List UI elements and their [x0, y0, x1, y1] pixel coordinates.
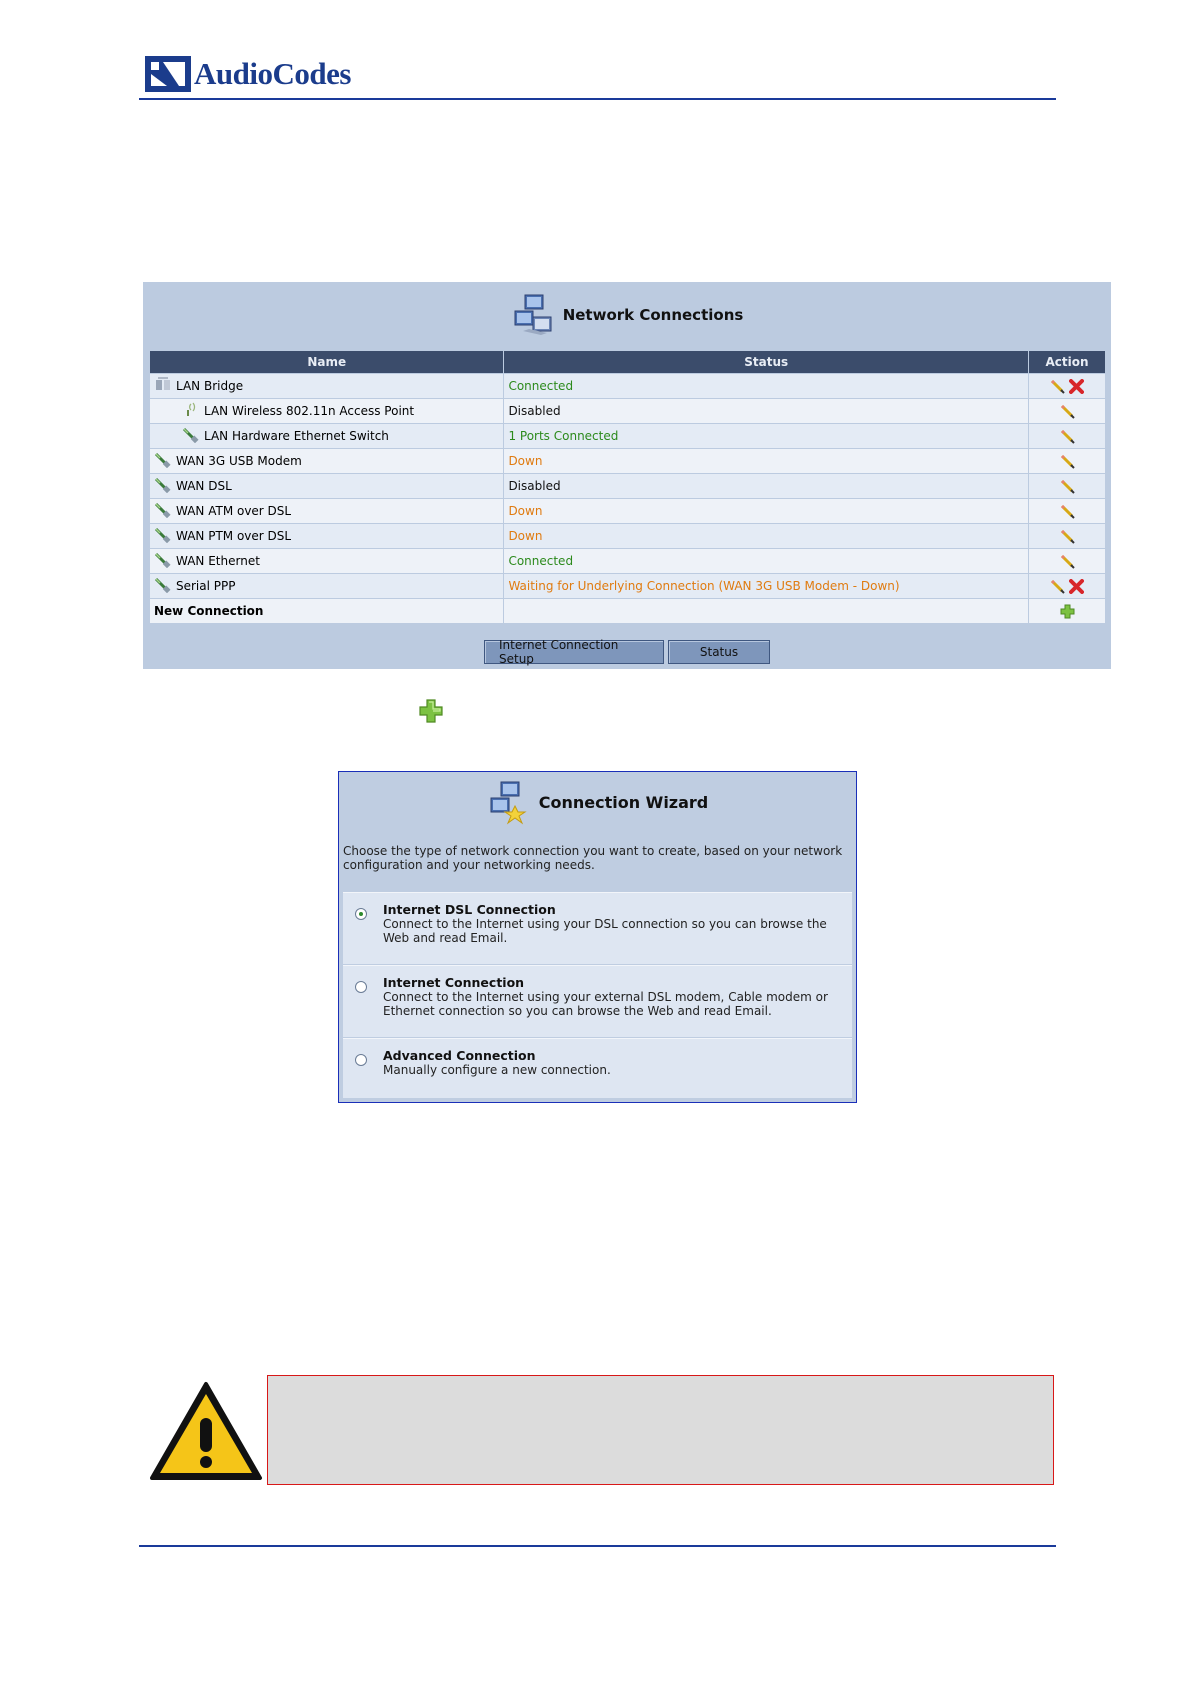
cell-empty — [504, 599, 1029, 624]
connection-name[interactable]: WAN 3G USB Modem — [176, 454, 302, 468]
edit-pencil-icon[interactable] — [1060, 554, 1075, 569]
table-row[interactable] — [150, 524, 1106, 549]
table-row[interactable] — [150, 499, 1106, 524]
cell-name — [150, 399, 504, 424]
connection-name[interactable]: WAN PTM over DSL — [176, 529, 292, 543]
panel-buttons — [143, 640, 1111, 664]
cell-name — [150, 499, 504, 524]
cell-actions — [1029, 524, 1106, 549]
connection-wizard-panel — [338, 771, 857, 1103]
edit-pencil-icon[interactable] — [1060, 429, 1075, 444]
connection-name[interactable]: WAN Ethernet — [176, 554, 260, 568]
column-header-action: Action — [1029, 351, 1106, 374]
connection-status: Connected — [504, 374, 1029, 399]
table-row[interactable] — [150, 374, 1106, 399]
table-row[interactable] — [150, 449, 1106, 474]
connection-name[interactable]: LAN Bridge — [176, 379, 244, 393]
bridge-icon — [154, 377, 176, 396]
cell-actions — [1029, 549, 1106, 574]
wireless-icon — [182, 402, 204, 421]
connection-name[interactable]: WAN ATM over DSL — [176, 504, 292, 518]
connection-name[interactable]: LAN Wireless 802.11n Access Point — [204, 404, 415, 418]
cell-name — [150, 524, 504, 549]
status-button[interactable]: Status — [668, 640, 770, 664]
cell-actions — [1029, 449, 1106, 474]
cell-actions — [1029, 474, 1106, 499]
wizard-header — [339, 772, 856, 832]
cell-name — [150, 374, 504, 399]
wizard-description: Choose the type of network connection you want to create, based on your network configuration and your networking needs. — [343, 844, 843, 872]
network-connections-panel — [143, 282, 1111, 669]
network-connections-header — [143, 282, 1111, 348]
option-description: Manually configure a new connection. — [383, 1063, 611, 1077]
cell-name — [150, 474, 504, 499]
cable-icon — [154, 552, 176, 571]
table-row[interactable] — [150, 474, 1106, 499]
footer-rule — [139, 1545, 1056, 1547]
edit-pencil-icon[interactable] — [1060, 479, 1075, 494]
network-connections-title: Network Connections — [562, 306, 744, 324]
logo-text: AudioCodes — [194, 56, 351, 91]
wizard-option-internet-dsl[interactable] — [343, 892, 852, 964]
new-connection-row[interactable] — [150, 599, 1106, 624]
connection-name[interactable]: LAN Hardware Ethernet Switch — [204, 429, 389, 443]
header-rule — [139, 98, 1056, 100]
cable-icon — [154, 502, 176, 521]
add-connection-plus-icon — [418, 698, 444, 724]
connection-status: Disabled — [504, 474, 1029, 499]
edit-pencil-icon[interactable] — [1060, 529, 1075, 544]
audiocodes-logo-mark-icon — [145, 56, 191, 92]
edit-pencil-icon[interactable] — [1060, 504, 1075, 519]
wizard-title: Connection Wizard — [538, 792, 709, 812]
edit-pencil-icon[interactable] — [1060, 454, 1075, 469]
table-row[interactable] — [150, 424, 1106, 449]
cell-name — [150, 574, 504, 599]
radio-internet[interactable] — [355, 981, 367, 993]
cell-actions — [1029, 374, 1106, 399]
connection-status: Down — [504, 499, 1029, 524]
radio-internet-dsl[interactable] — [355, 908, 367, 920]
option-title: Internet Connection — [383, 975, 525, 990]
cable-icon — [154, 527, 176, 546]
connection-name[interactable]: Serial PPP — [176, 579, 236, 593]
connection-status: Connected — [504, 549, 1029, 574]
cell-actions — [1029, 599, 1106, 624]
new-connection-link[interactable]: New Connection — [150, 599, 504, 624]
cell-actions — [1029, 499, 1106, 524]
cell-name — [150, 424, 504, 449]
connection-status: Disabled — [504, 399, 1029, 424]
column-header-status[interactable]: Status — [504, 351, 1029, 374]
edit-pencil-icon[interactable] — [1050, 379, 1065, 394]
warning-icon — [148, 1380, 264, 1482]
connection-name[interactable]: WAN DSL — [176, 479, 232, 493]
connections-table — [149, 350, 1106, 624]
wizard-option-advanced[interactable] — [343, 1038, 852, 1098]
edit-pencil-icon[interactable] — [1050, 579, 1065, 594]
audiocodes-logo — [145, 56, 351, 92]
wizard-option-internet[interactable] — [343, 965, 852, 1037]
cell-actions — [1029, 424, 1106, 449]
option-description: Connect to the Internet using your external DSL modem, Cable modem or Ethernet connection so you can browse the Web and read Email. — [383, 990, 828, 1018]
edit-pencil-icon[interactable] — [1060, 404, 1075, 419]
cell-actions — [1029, 399, 1106, 424]
delete-x-icon[interactable] — [1069, 379, 1084, 394]
add-plus-icon[interactable] — [1060, 604, 1075, 619]
cable-icon — [182, 427, 204, 446]
delete-x-icon[interactable] — [1069, 579, 1084, 594]
connection-status: Waiting for Underlying Connection (WAN 3G USB Modem - Down) — [504, 574, 1029, 599]
connection-status: Down — [504, 524, 1029, 549]
cable-icon — [154, 452, 176, 471]
table-row[interactable] — [150, 399, 1106, 424]
table-row[interactable] — [150, 574, 1106, 599]
connection-status: 1 Ports Connected — [504, 424, 1029, 449]
connection-status: Down — [504, 449, 1029, 474]
column-header-name[interactable]: Name — [150, 351, 504, 374]
cell-name — [150, 449, 504, 474]
option-title: Internet DSL Connection — [383, 902, 556, 917]
radio-advanced[interactable] — [355, 1054, 367, 1066]
wizard-computers-icon — [487, 778, 531, 826]
note-box — [267, 1375, 1054, 1485]
cable-icon — [154, 477, 176, 496]
cable-icon — [154, 577, 176, 596]
option-description: Connect to the Internet using your DSL connection so you can browse the Web and read Email. — [383, 917, 827, 945]
option-title: Advanced Connection — [383, 1048, 536, 1063]
cell-name — [150, 549, 504, 574]
network-computers-icon — [511, 291, 555, 339]
table-row[interactable] — [150, 549, 1106, 574]
internet-connection-setup-button[interactable]: Internet Connection Setup — [484, 640, 664, 664]
cell-actions — [1029, 574, 1106, 599]
